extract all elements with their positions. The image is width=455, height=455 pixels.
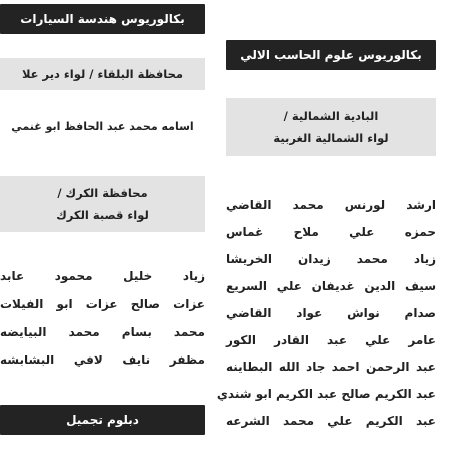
- list-item: زياد خليل محمود عابد: [0, 269, 205, 283]
- region-line-1: البادية الشمالية /: [283, 109, 379, 123]
- list-item: حمزه علي ملاح غماس: [226, 225, 436, 239]
- list-item: عبد الكريم علي محمد الشرعه: [226, 414, 436, 428]
- list-item: عبد الكريم صالح عبد الكريم ابو شندي: [216, 387, 436, 401]
- list-item: سيف الدين غديفان علي السريع: [226, 279, 436, 293]
- region-line-2: لواء الشمالية الغربية: [273, 131, 389, 145]
- section-header-automotive-engineering: بكالوريوس هندسة السيارات: [0, 4, 205, 34]
- list-item: عزات صالح عزات ابو الفيلات: [0, 297, 205, 311]
- section-header-computer-science: بكالوريوس علوم الحاسب الالي: [226, 40, 436, 70]
- section-header-beauty-diploma: دبلوم تجميل: [0, 405, 205, 435]
- name-single: اسامه محمد عبد الحافظ ابو غنمي: [11, 120, 194, 133]
- list-item: عبد الرحمن احمد جاد الله البطاينه: [226, 360, 436, 374]
- list-item: عامر علي عبد القادر الكور: [226, 333, 436, 347]
- list-item: محمد بسام محمد البيايضه: [0, 325, 205, 339]
- left-column: [0, 0, 205, 455]
- list-item: زياد محمد زيدان الخريشا: [226, 252, 436, 266]
- region-box-balqa: [0, 58, 205, 90]
- region-line-2: لواء قصبة الكرك: [56, 208, 149, 222]
- region-box-karak: [0, 176, 205, 232]
- region-line-1: محافظة الكرك /: [57, 186, 148, 200]
- cutoff-text-fragment: [246, 0, 436, 9]
- region-box-northern-badia: [226, 98, 436, 156]
- list-item: ارشد لورنس محمد القاضي: [226, 198, 436, 212]
- right-column: [216, 0, 436, 455]
- names-list-computer-science: [216, 192, 436, 435]
- list-item: صدام نواش عواد القاضي: [226, 306, 436, 320]
- region-line: محافظة البلقاء / لواء دير علا: [21, 67, 184, 81]
- list-item: مظفر نايف لافي البشابشه: [0, 353, 205, 367]
- names-list-karak: [0, 262, 205, 374]
